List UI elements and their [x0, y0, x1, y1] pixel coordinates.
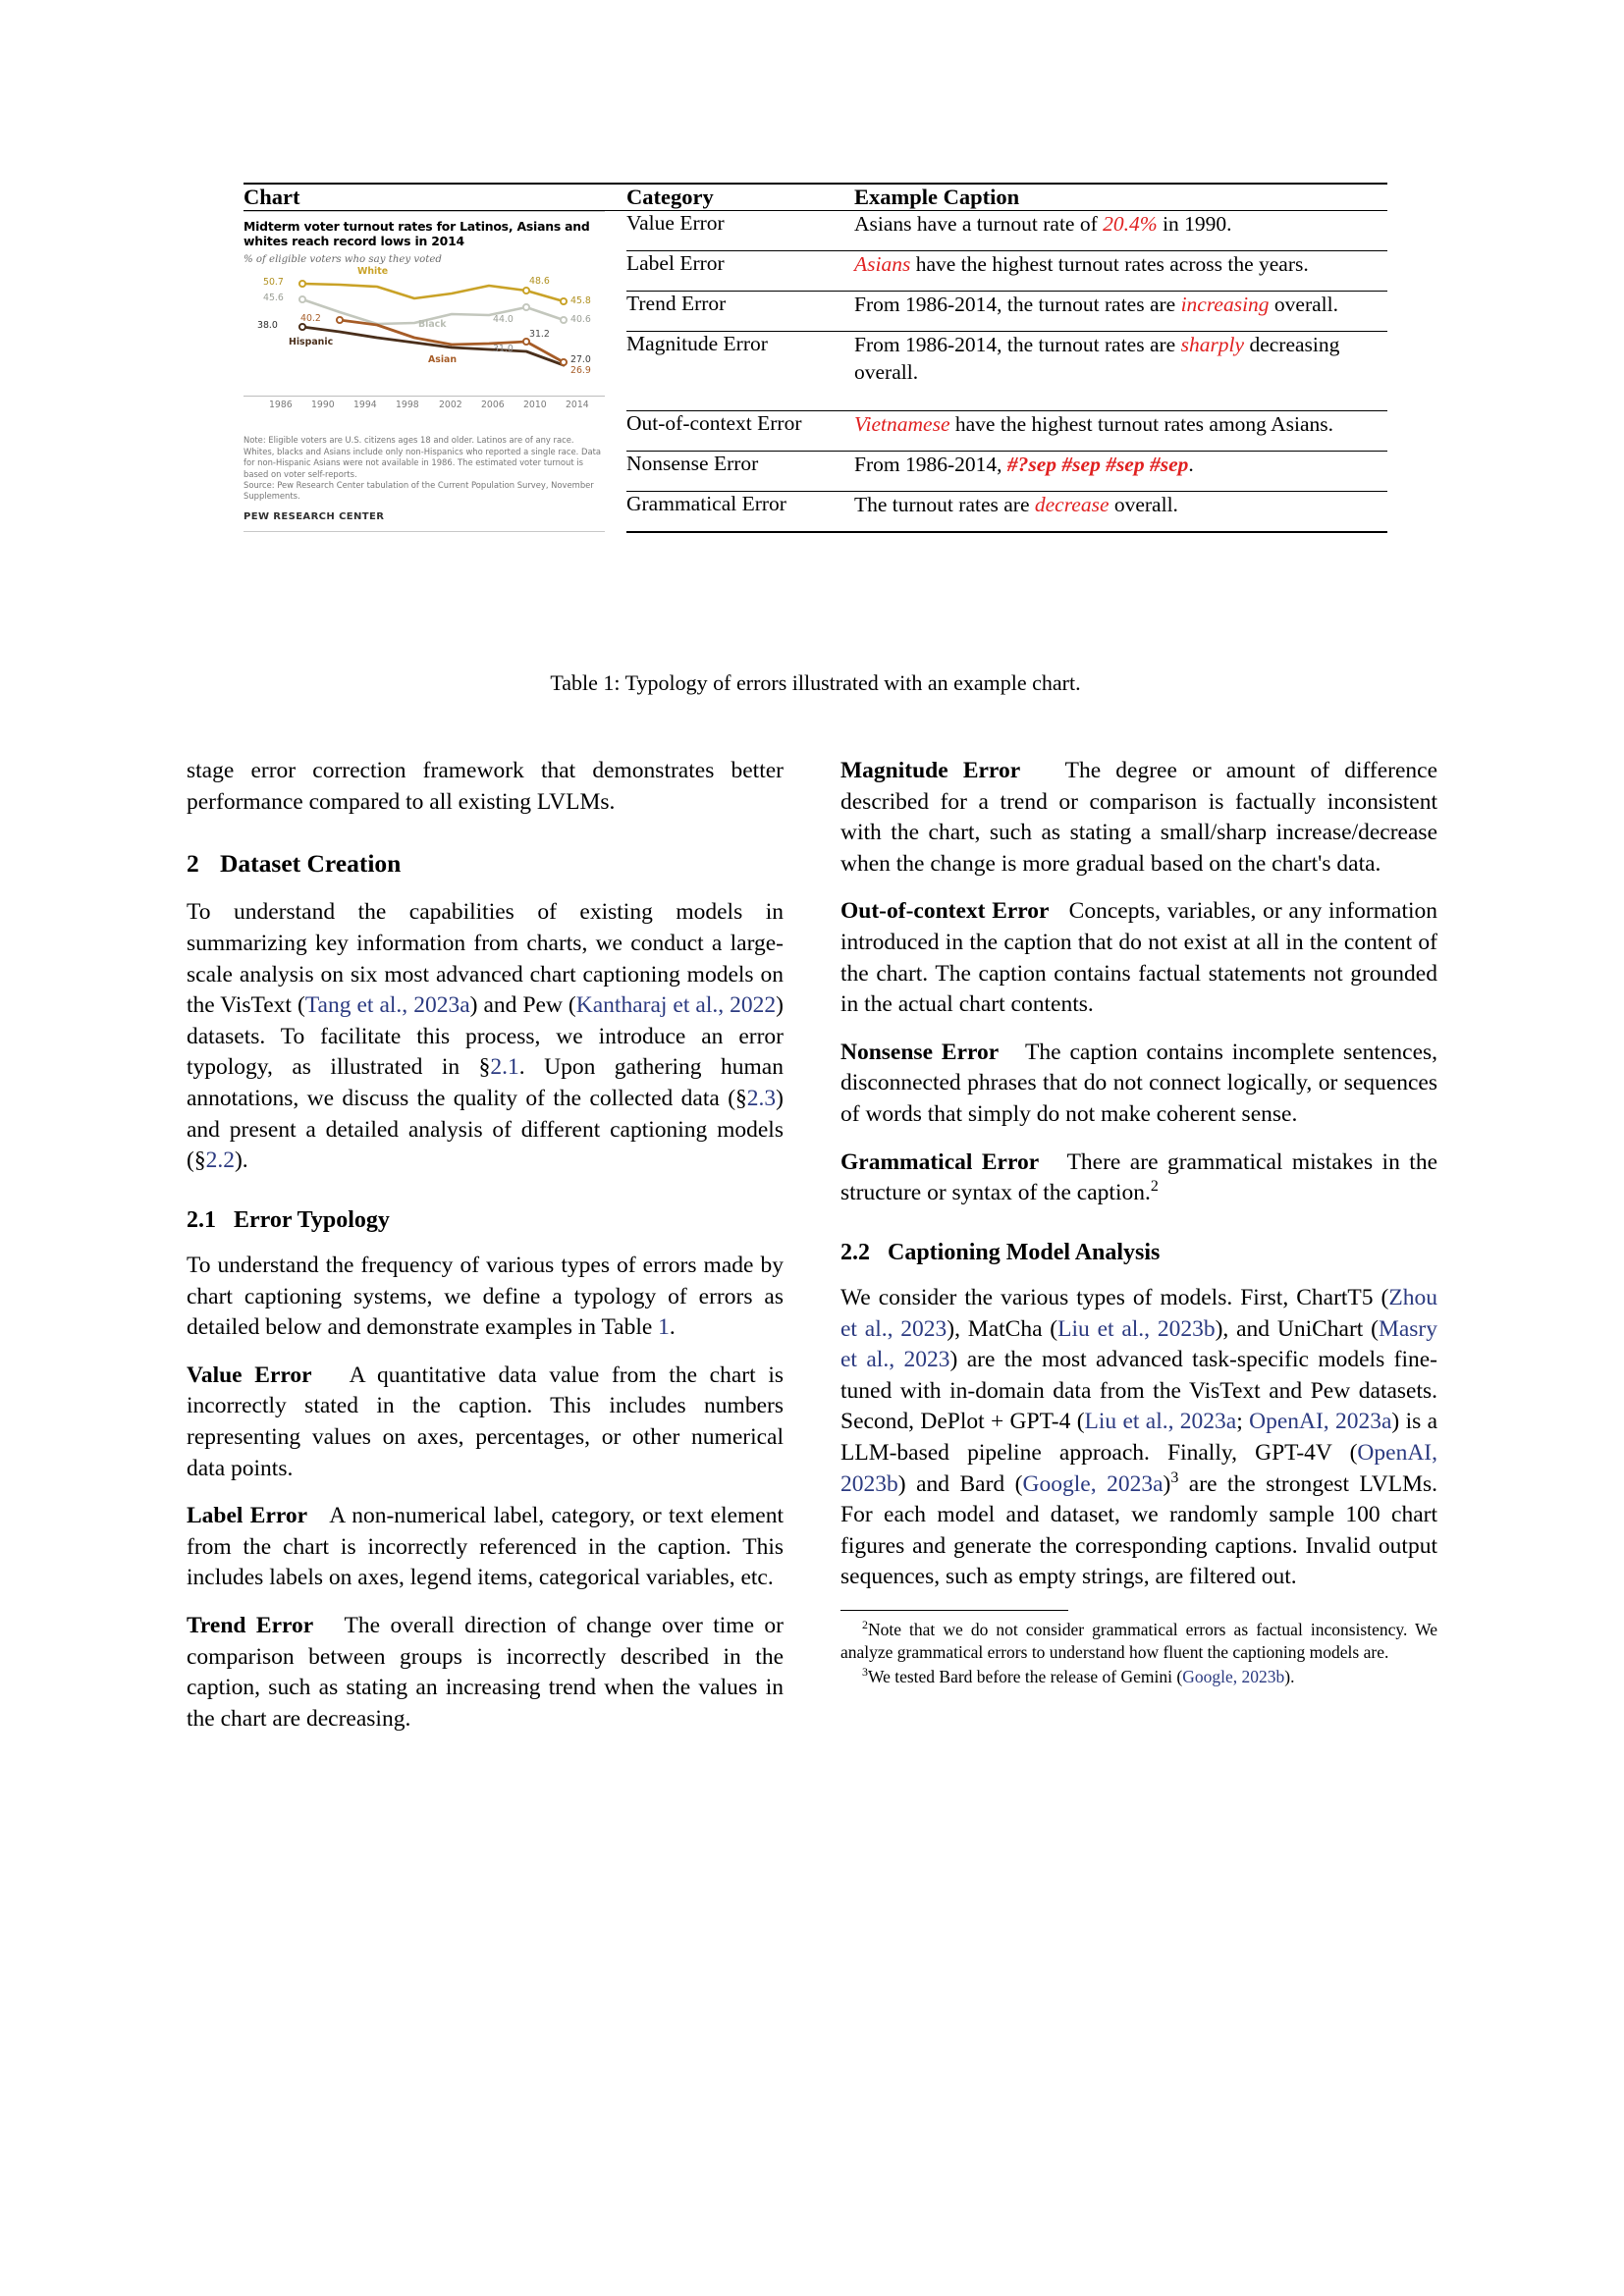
text-segment: ) [1163, 1470, 1171, 1497]
category-label-error: Label Error [626, 251, 854, 292]
runin-label-value-error: Value Error [187, 1362, 312, 1388]
value-asian-last: 27.0 [570, 354, 591, 366]
caption-label-error [854, 251, 1387, 292]
paragraph-typology-intro [187, 1251, 784, 1344]
right-text-column [840, 756, 1437, 1691]
series-label-black: Black [418, 319, 447, 331]
section-heading-dataset-creation [187, 847, 784, 881]
footnote-text: Note that we do not consider grammatical errors as factual inconsistency. We analyze grammatical errors to understand how fluent the captioning models are. [840, 1619, 1437, 1662]
caption-text-pre: From 1986-2014, the turnout rates are [854, 333, 1181, 356]
citation-openai-a[interactable]: OpenAI, 2023a [1249, 1409, 1392, 1435]
text-magnitude-error: The degree or amount of difference described for a trend or comparison is factually inconsistent with the chart, such as stating a small/sharp increase/decrease when the change is more gradual based on the chart's data. [840, 758, 1437, 877]
chart-x-axis [244, 396, 605, 413]
citation-liu-b[interactable]: Liu et al., 2023b [1057, 1315, 1216, 1342]
paragraph-out-of-context-error [840, 896, 1437, 1020]
value-hispanic-last: 26.9 [570, 365, 591, 377]
runin-label-nonsense-error: Nonsense Error [840, 1039, 1000, 1065]
subsection-title: Captioning Model Analysis [888, 1239, 1161, 1265]
text-trend-error: The overall direction of change over time or comparison between groups is incorrectly described in the caption, such as stating an increasing trend when the values in the chart are decreasing. [187, 1613, 785, 1732]
runin-label-trend-error: Trend Error [187, 1613, 314, 1639]
marker-asian-first [337, 317, 343, 323]
x-tick-1986: 1986 [269, 400, 293, 411]
section-number: 2 [187, 849, 199, 879]
value-asian-first: 40.2 [300, 313, 321, 325]
category-nonsense-error: Nonsense Error [626, 451, 854, 491]
chart-top-divider [244, 211, 605, 212]
value-black-2010: 44.0 [493, 314, 514, 326]
chart-series-svg [244, 268, 605, 394]
x-tick-1998: 1998 [396, 400, 419, 411]
chart-bottom-divider [244, 531, 605, 532]
text-segment: ), MatCha ( [947, 1315, 1058, 1342]
section-ref-2-2[interactable]: 2.2 [205, 1148, 235, 1174]
embedded-pew-chart-cell [244, 211, 626, 532]
x-tick-2002: 2002 [439, 400, 462, 411]
footnote-separator [840, 1610, 1068, 1611]
footnote-text-post: ). [1284, 1667, 1295, 1687]
text-segment: ), and UniChart ( [1215, 1315, 1379, 1342]
text-value-error: A quantitative data value from the chart is incorrectly stated in the caption. This includes numbers representing values on axes, percentages, or other numerical data points. [187, 1362, 784, 1481]
caption-highlight: Asians [854, 252, 911, 276]
caption-highlight: increasing [1180, 293, 1270, 316]
x-tick-2006: 2006 [481, 400, 505, 411]
paragraph-label-error [187, 1501, 784, 1594]
footnote-marker-2[interactable]: 2 [1150, 1178, 1159, 1196]
caption-text-post: have the highest turnout rates across the years. [910, 252, 1309, 276]
x-tick-1990: 1990 [311, 400, 335, 411]
footnotes-block [840, 1619, 1437, 1688]
table-row [244, 211, 1387, 251]
subsection-heading-captioning-model-analysis [840, 1237, 1437, 1268]
column-header-example-caption: Example Caption [854, 185, 1020, 209]
x-tick-2010: 2010 [523, 400, 547, 411]
caption-text-post: . [1188, 452, 1194, 476]
caption-text-pre: From 1986-2014, the turnout rates are [854, 293, 1181, 316]
text-segment: ) are the most advanced task-specific models fine-tuned with in-domain data from the VisText and Pew datasets. Second, DePlot + GPT-4 ( [840, 1347, 1437, 1435]
subsection-number: 2.2 [840, 1239, 870, 1265]
x-tick-2014: 2014 [566, 400, 589, 411]
citation-google-b[interactable]: Google, 2023b [1182, 1667, 1285, 1687]
caption-highlight: decrease [1034, 492, 1110, 516]
footnote-num-2: 2 [862, 1618, 868, 1632]
value-white-2010: 48.6 [529, 276, 550, 288]
marker-black-first [299, 296, 305, 302]
marker-white-last [561, 298, 567, 304]
series-label-white: White [357, 266, 389, 278]
category-out-of-context-error: Out-of-context Error [626, 410, 854, 451]
caption-text-post: overall. [1109, 492, 1178, 516]
marker-white-2010 [523, 288, 529, 294]
chart-plot-area [244, 268, 605, 394]
value-white-first: 50.7 [263, 277, 284, 289]
text-segment: ) and present a detailed analysis of different captioning models (§ [187, 1086, 784, 1174]
text-segment: . Upon gathering human annotations, we discuss the quality of the collected data (§ [187, 1054, 784, 1112]
column-header-category: Category [626, 185, 714, 209]
series-label-asian: Asian [428, 354, 458, 366]
paragraph-magnitude-error [840, 756, 1437, 880]
category-trend-error: Trend Error [626, 292, 854, 332]
chart-subtitle: % of eligible voters who say they voted [244, 254, 442, 266]
caption-text-pre: From 1986-2014, [854, 452, 1007, 476]
caption-magnitude-error [854, 332, 1387, 411]
footnote-3 [840, 1666, 1437, 1688]
text-segment: ) and Pew ( [469, 992, 576, 1019]
category-value-error: Value Error [626, 211, 854, 251]
text-segment: To understand the frequency of various types of errors made by chart captioning systems, we define a typology of errors as detailed below and demonstrate examples in Table [187, 1253, 784, 1341]
paragraph-grammatical-error [840, 1148, 1437, 1209]
category-magnitude-error: Magnitude Error [626, 332, 854, 411]
marker-asian-last [561, 359, 567, 365]
paragraph-models [840, 1283, 1437, 1593]
section-ref-2-1[interactable]: 2.1 [490, 1054, 519, 1081]
paragraph-dataset-intro [187, 897, 784, 1176]
text-grammatical-error: There are grammatical mistakes in the structure or syntax of the caption. [840, 1148, 1438, 1206]
citation-masry[interactable]: Masry et al., 2023 [840, 1315, 1437, 1373]
text-segment: . [669, 1314, 676, 1341]
section-title: Dataset Creation [220, 849, 402, 879]
caption-nonsense-error [854, 451, 1387, 491]
left-text-column [187, 756, 784, 1751]
citation-liu-a[interactable]: Liu et al., 2023a [1084, 1409, 1237, 1435]
typology-table-container [244, 183, 1387, 533]
citation-google-a[interactable]: Google, 2023a [1022, 1470, 1164, 1497]
footnote-text-pre: We tested Bard before the release of Gemini ( [867, 1667, 1183, 1687]
runin-label-grammatical-error: Grammatical Error [840, 1148, 1040, 1175]
text-segment: To understand the capabilities of existing models in summarizing key information from charts, we conduct a large-scale analysis on six most advanced chart captioning models on the VisText ( [187, 899, 784, 1019]
table-caption: Table 1: Typology of errors illustrated with an example chart. [550, 670, 1081, 695]
caption-grammatical-error [854, 491, 1387, 532]
value-black-first: 45.6 [263, 293, 284, 304]
text-out-of-context-error: Concepts, variables, or any information introduced in the caption that do not exist at all in the content of the chart. The caption contains factual statements not grounded in the actual chart contents. [840, 898, 1438, 1018]
table-ref-1[interactable]: 1 [658, 1314, 670, 1341]
marker-black-2010 [523, 304, 529, 310]
chart-source: Source: Pew Research Center tabulation of the Current Population Survey, November Supplements. [244, 479, 594, 502]
caption-highlight: Vietnamese [854, 411, 950, 436]
caption-text-pre: Asians have a turnout rate of [854, 212, 1104, 236]
column-header-chart: Chart [244, 185, 300, 209]
subsection-heading-error-typology [187, 1204, 784, 1236]
paragraph-trend-error [187, 1611, 784, 1735]
value-hispanic-first: 38.0 [257, 320, 278, 332]
subsection-title: Error Typology [234, 1206, 390, 1233]
caption-trend-error [854, 292, 1387, 332]
subsection-number: 2.1 [187, 1206, 216, 1233]
text-segment: ). [234, 1148, 248, 1174]
footnote-num-3: 3 [862, 1665, 868, 1680]
citation-tang[interactable]: Tang et al., 2023a [304, 992, 470, 1019]
caption-text-post: overall. [1269, 293, 1338, 316]
section-ref-2-3[interactable]: 2.3 [746, 1086, 777, 1112]
x-tick-1994: 1994 [353, 400, 377, 411]
caption-highlight: #?sep #sep #sep #sep [1006, 452, 1189, 476]
value-hispanic-2010: 31.0 [493, 344, 514, 355]
footnote-marker-3[interactable]: 3 [1170, 1468, 1179, 1486]
value-white-last: 45.8 [570, 295, 591, 307]
marker-black-last [561, 317, 567, 323]
marker-white-first [299, 281, 305, 287]
citation-zhou[interactable]: Zhou et al., 2023 [840, 1284, 1437, 1342]
caption-text-post: decreasing overall. [854, 333, 1340, 384]
caption-highlight: sharply [1180, 333, 1245, 356]
value-asian-2010: 31.2 [529, 329, 550, 341]
citation-openai-b[interactable]: OpenAI, 2023b [840, 1439, 1437, 1497]
chart-title: Midterm voter turnout rates for Latinos, Asians and whites reach record lows in 2014 [244, 219, 590, 249]
runin-label-magnitude-error: Magnitude Error [840, 758, 1021, 783]
text-segment: ) and Bard ( [897, 1470, 1023, 1497]
table-header-row [244, 184, 1387, 211]
text-segment: ; [1236, 1409, 1250, 1435]
paragraph-nonsense-error [840, 1038, 1437, 1131]
caption-highlight: 20.4% [1103, 212, 1158, 236]
text-segment: are the strongest LVLMs. For each model and dataset, we randomly sample 100 chart figures and generate the corresponding captions. Invalid output sequences, such as empty strings, are filtered out. [840, 1470, 1437, 1590]
caption-text-post: in 1990. [1157, 212, 1232, 236]
caption-value-error [854, 211, 1387, 251]
chart-note: Note: Eligible voters are U.S. citizens ages 18 and older. Latinos are of any race. Whites, blacks and Asians include only non-Hispanics who reported a single race. Data for non-Hispanic Asians were not available in 1986. The estimated voter turnout is based on voter self-reports. [244, 435, 602, 479]
text-segment: ) datasets. To facilitate this process, we introduce an error typology, as illustrated in § [187, 992, 784, 1081]
category-grammatical-error: Grammatical Error [626, 491, 854, 532]
footnote-2 [840, 1619, 1437, 1664]
text-segment: ) is a LLM-based pipeline approach. Finally, GPT-4V ( [840, 1409, 1437, 1466]
runin-label-label-error: Label Error [187, 1503, 308, 1529]
caption-text-pre: The turnout rates are [854, 492, 1035, 516]
series-label-hispanic: Hispanic [289, 337, 334, 348]
text-label-error: A non-numerical label, category, or text element from the chart is incorrectly referenced in the caption. This includes labels on axes, legend items, categorical variables, etc. [187, 1503, 785, 1591]
citation-kantharaj[interactable]: Kantharaj et al., 2022 [575, 992, 777, 1019]
pew-chart [244, 211, 605, 532]
paragraph-continued: stage error correction framework that demonstrates better performance compared to all existing LVLMs. [187, 758, 784, 815]
runin-label-out-of-context-error: Out-of-context Error [840, 898, 1050, 925]
caption-text-post: have the highest turnout rates among Asians. [949, 411, 1334, 436]
chart-brand: PEW RESEARCH CENTER [244, 510, 385, 522]
typology-table [244, 183, 1387, 533]
marker-hispanic-first [299, 324, 305, 330]
text-nonsense-error: The caption contains incomplete sentences, disconnected phrases that do not connect logically, or sequences of words that simply do not make coherent sense. [840, 1039, 1438, 1127]
caption-out-of-context-error [854, 410, 1387, 451]
paragraph-value-error [187, 1361, 784, 1484]
value-black-last: 40.6 [570, 314, 591, 326]
text-segment: We consider the various types of models. First, ChartT5 ( [840, 1284, 1389, 1310]
